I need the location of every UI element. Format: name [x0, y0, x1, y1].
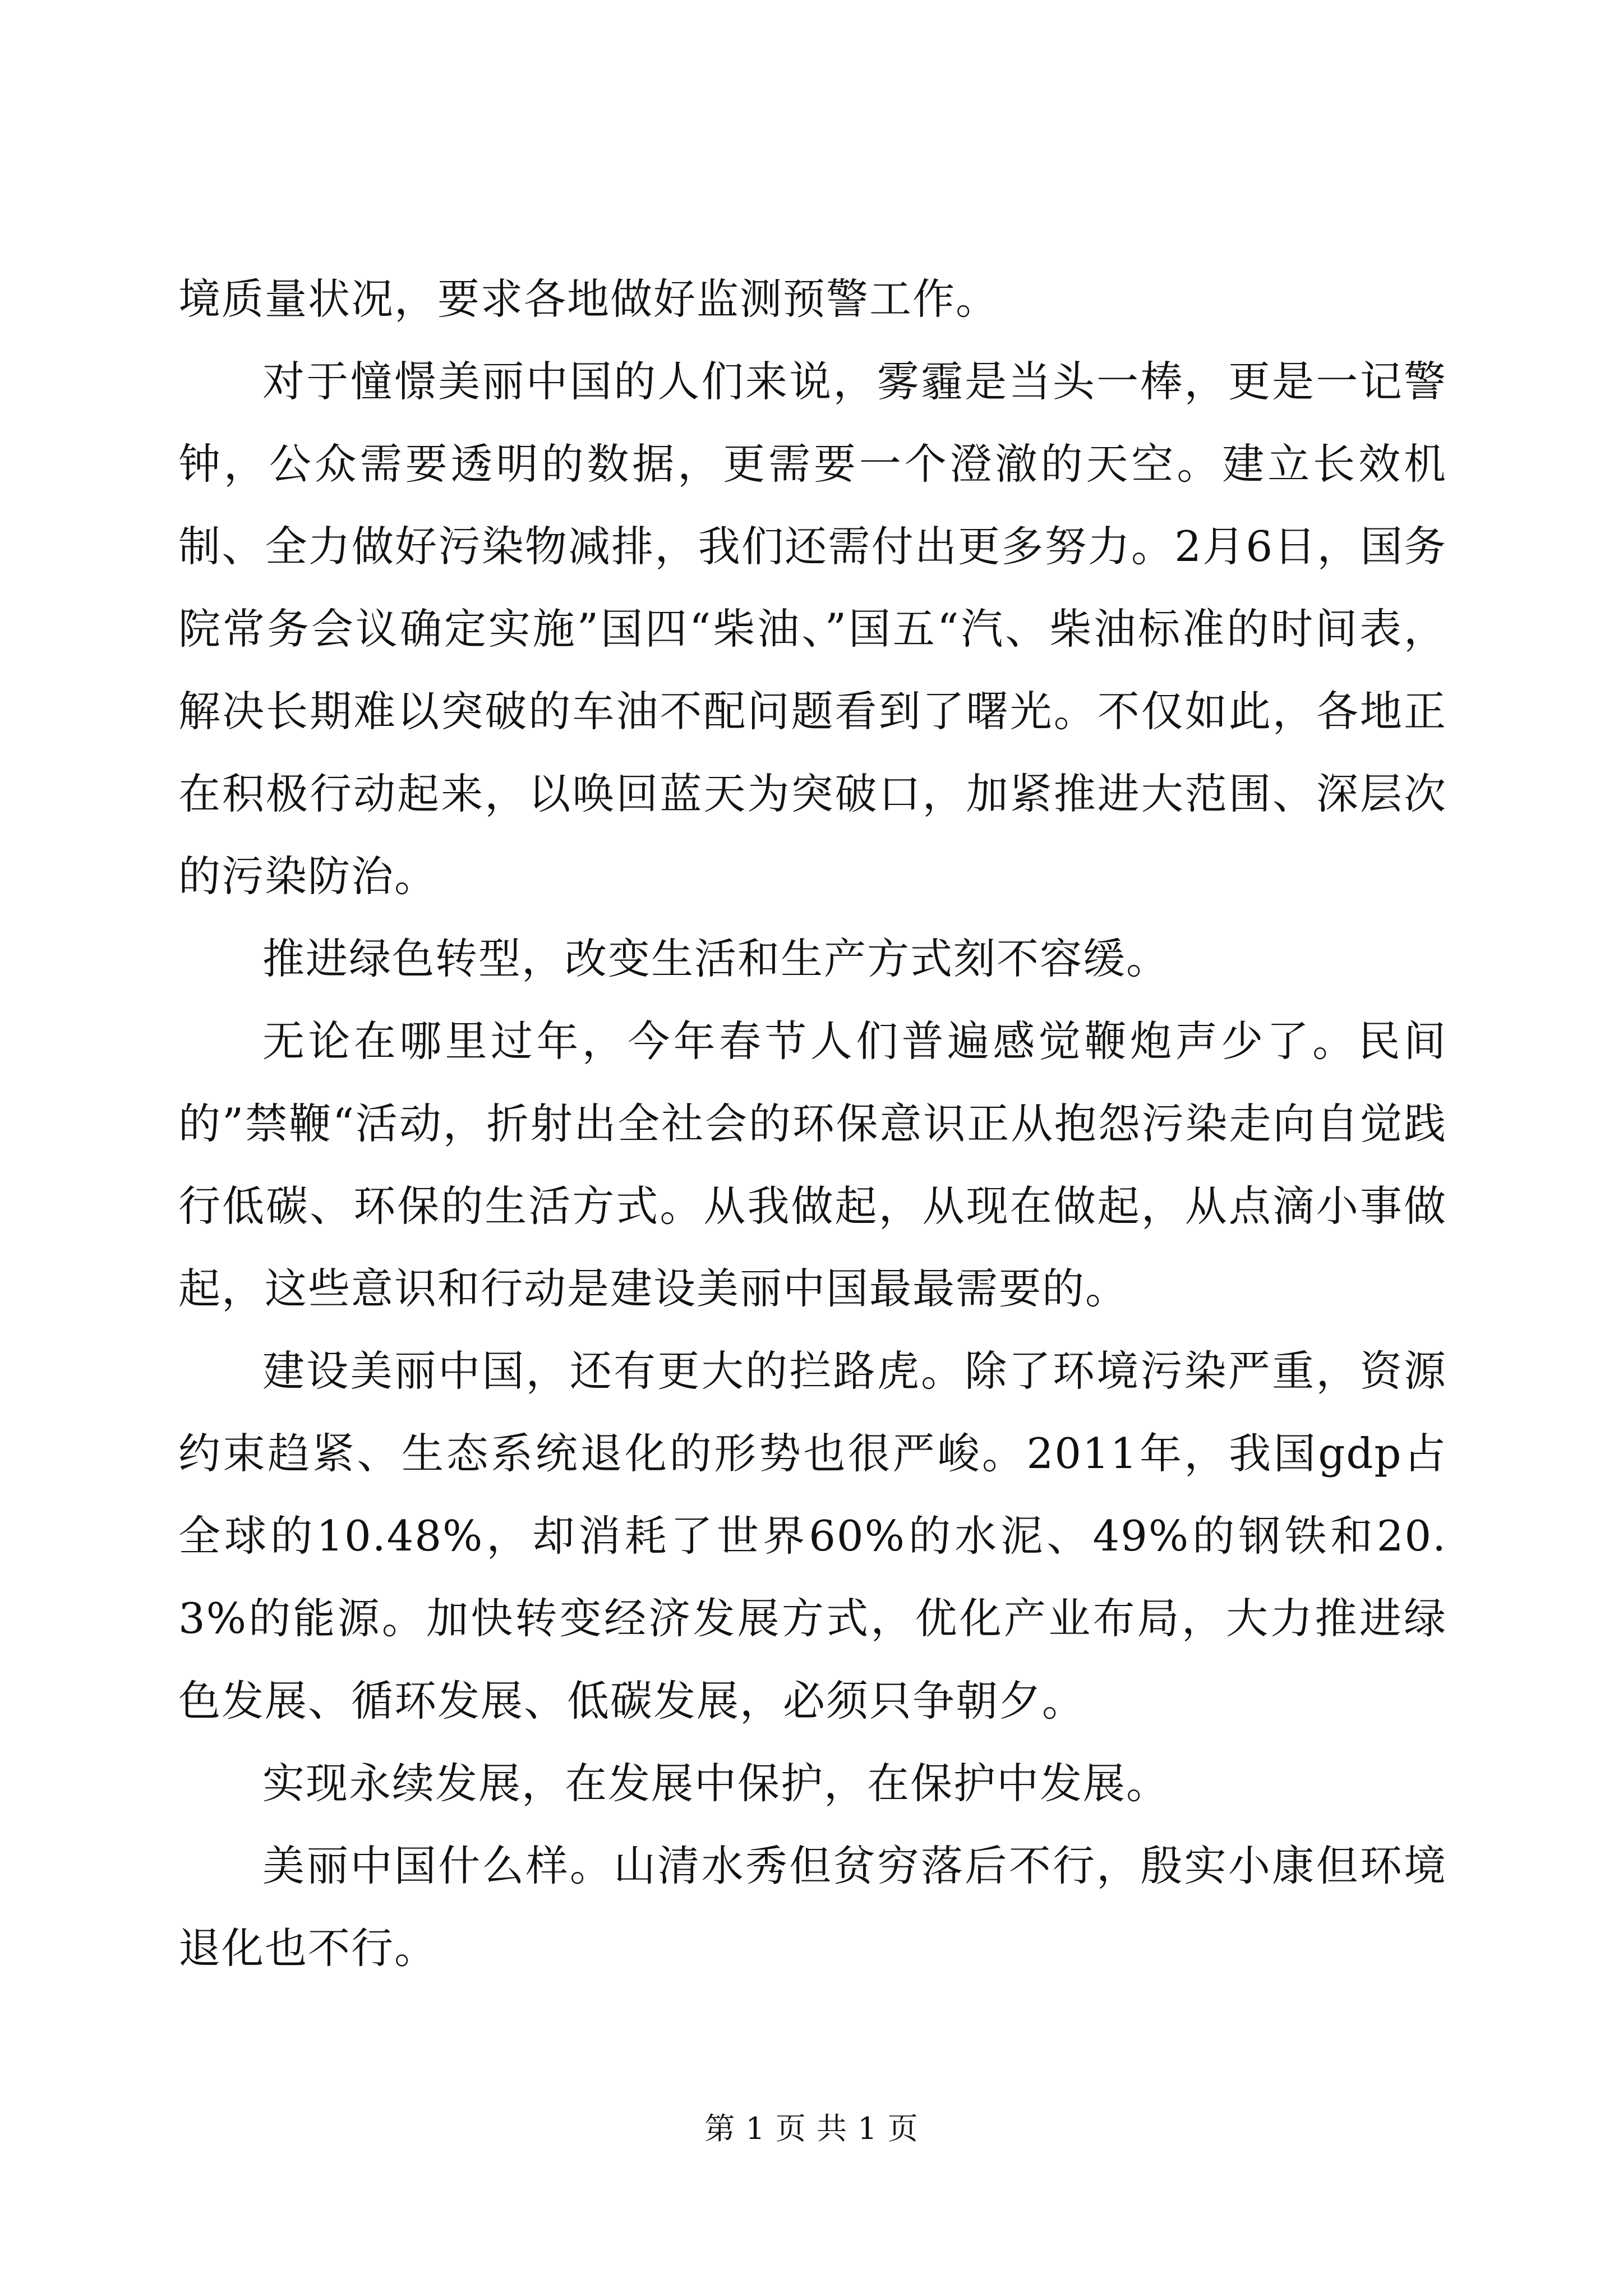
paragraph-continuation: 境质量状况，要求各地做好监测预警工作。 [178, 274, 999, 324]
paragraph: 建设美丽中国，还有更大的拦路虎。除了环境污染严重，资源约束趋紧、生态系统退化的形势也很严峻。2011年，我国gdp占全球的10.48%，却消耗了世界60%的水泥、49%的钢铁和20.3%的能源。加快转变经济发展方式，优化产业布局，大力推进绿色发展、循环发展、低碳发展，必须只争朝夕。 [178, 1346, 1447, 1726]
paragraph: 对于憧憬美丽中国的人们来说，雾霾是当头一棒，更是一记警钟，公众需要透明的数据，更需要一个澄澈的天空。建立长效机制、全力做好污染物减排，我们还需付出更多努力。2月6日，国务院常务会议确定实施”国四“柴油、”国五“汽、柴油标准的时间表，解决长期难以突破的车油不配问题看到了曙光。不仅如此，各地正在积极行动起来，以唤回蓝天为突破口，加紧推进大范围、深层次的污染防治。 [178, 357, 1447, 901]
paragraph: 推进绿色转型，改变生活和生产方式刻不容缓。 [262, 934, 1170, 983]
paragraph: 无论在哪里过年，今年春节人们普遍感觉鞭炮声少了。民间的”禁鞭“活动，折射出全社会的环保意识正从抱怨污染走向自觉践行低碳、环保的生活方式。从我做起，从现在做起，从点滴小事做起，这些意识和行动是建设美丽中国最最需要的。 [178, 1016, 1447, 1313]
page-footer: 第 1 页 共 1 页 [704, 2111, 919, 2146]
paragraph: 实现永续发展，在发展中保护，在保护中发展。 [262, 1759, 1170, 1808]
document-body [178, 258, 1447, 1990]
paragraph: 美丽中国什么样。山清水秀但贫穷落后不行，殷实小康但环境退化也不行。 [178, 1841, 1447, 1973]
